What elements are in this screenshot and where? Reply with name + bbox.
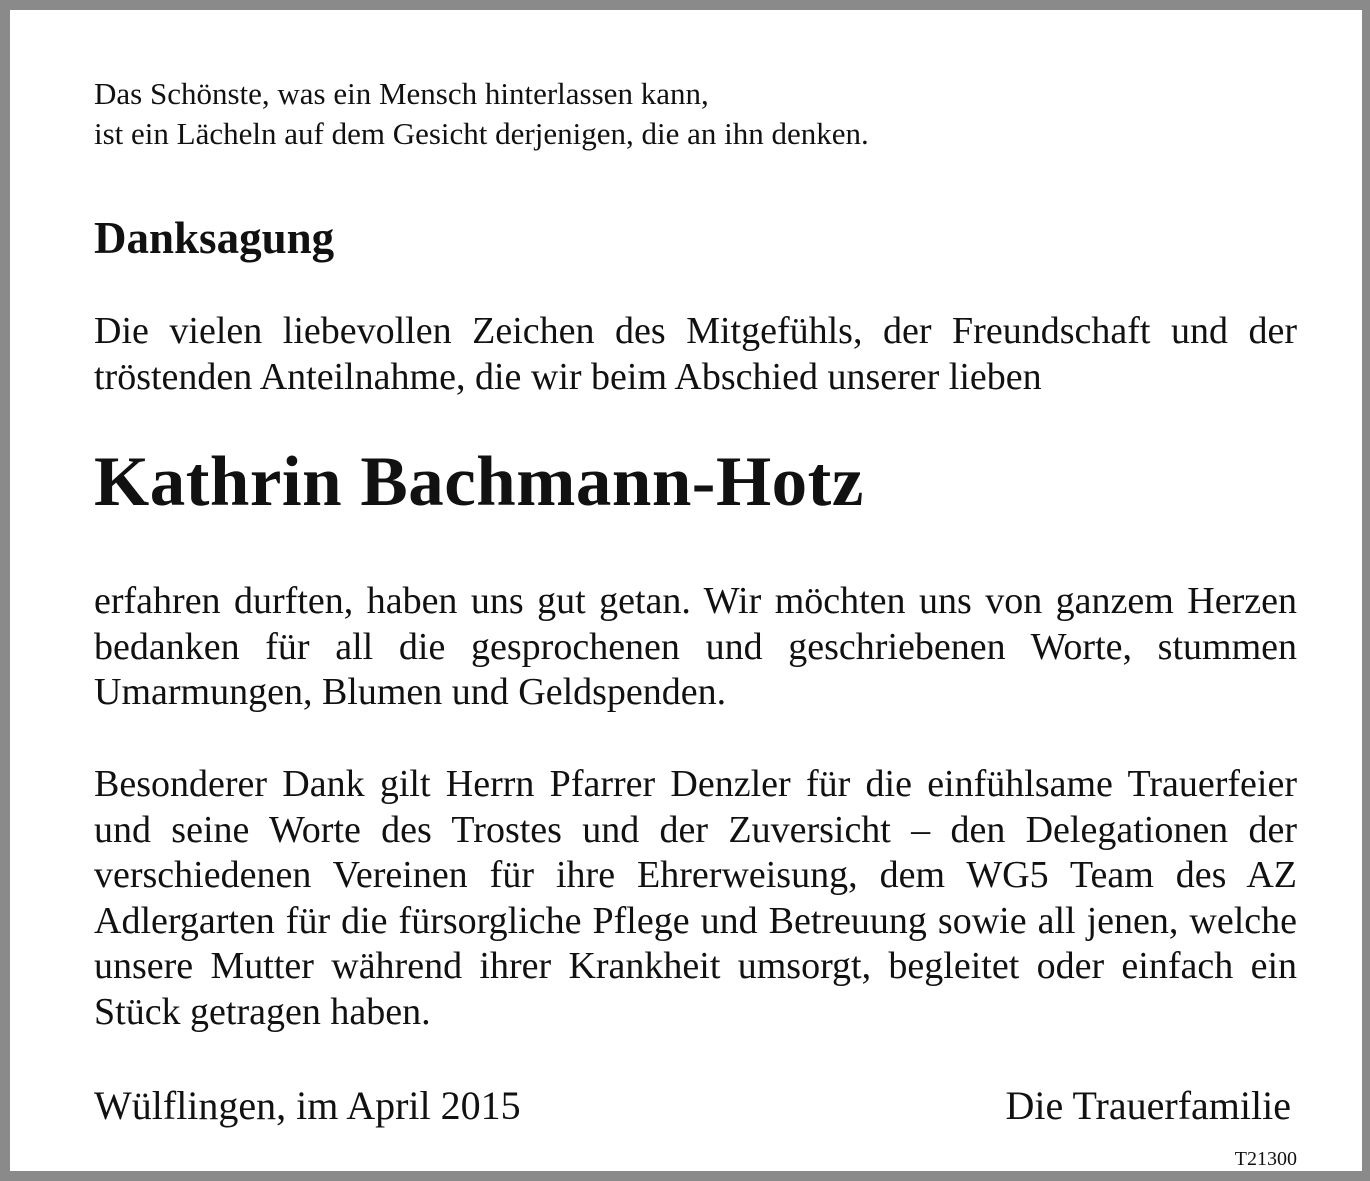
deceased-name: Kathrin Bachmann-Hotz (94, 443, 864, 521)
place-date: Wülflingen, im April 2015 (94, 1083, 521, 1128)
motto-line-2: ist ein Lächeln auf dem Gesicht derjenigen, die an ihn denken. (94, 116, 869, 151)
thanks-paragraph: erfahren durften, haben uns gut getan. Wir möchten uns von ganzem Herzen bedanken für all die gesprochenen und geschriebenen Worte, stummen Umarmungen, Blumen und Geldspenden. (94, 580, 1297, 713)
notice-content (94, 74, 1297, 1170)
reference-code: T21300 (1234, 1148, 1297, 1170)
motto-line-1: Das Schönste, was ein Mensch hinterlassen kann, (94, 76, 709, 111)
intro-paragraph: Die vielen liebevollen Zeichen des Mitgefühls, der Freundschaft und der tröstenden Anteilnahme, die wir beim Abschied unserer lieben (94, 310, 1297, 398)
special-thanks-paragraph: Besonderer Dank gilt Herrn Pfarrer Denzler für die einfühlsame Trauerfeier und seine Worte des Trostes und der Zuversicht – den Delegationen der verschiedenen Vereinen für ihre Ehrerweisung, dem WG5 Team des AZ Adlergarten für die fürsorgliche Pflege und Betreuung sowie all jenen, welche unsere Mutter während ihrer Krankheit umsorgt, begleitet oder einfach ein Stück getragen haben. (94, 763, 1297, 1033)
motto (94, 74, 1297, 154)
signature: Die Trauerfamilie (1005, 1083, 1291, 1128)
heading-danksagung: Danksagung (94, 213, 335, 263)
